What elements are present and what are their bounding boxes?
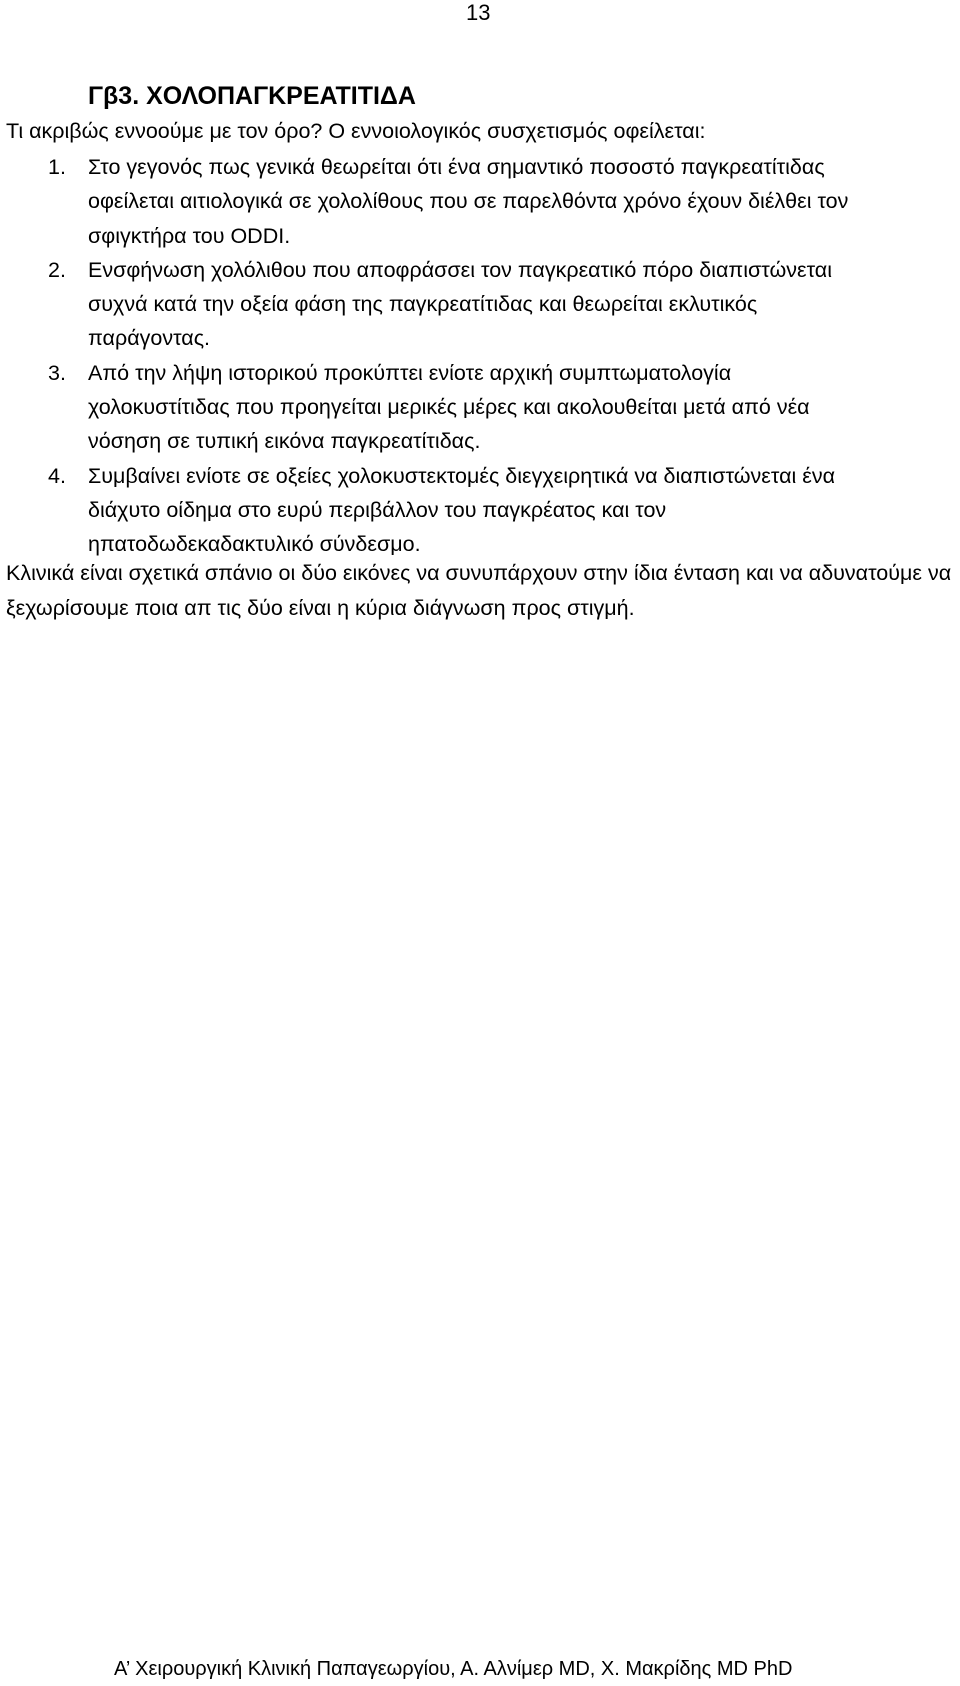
- list-item: [0, 150, 872, 253]
- list-item-number: 2.: [48, 257, 66, 282]
- list-item: [0, 459, 872, 562]
- page-number: 13: [466, 0, 491, 25]
- intro-paragraph: Τι ακριβώς εννοούμε με τον όρο? Ο εννοιολογικός συσχετισμός οφείλεται:: [6, 119, 706, 143]
- section-heading: Γβ3. ΧΟΛΟΠΑΓΚΡΕΑΤΙΤΙΔΑ: [88, 82, 416, 110]
- list-item-text: Από την λήψη ιστορικού προκύπτει ενίοτε αρχική συμπτωματολογία χολοκυστίτιδας που προηγείται μερικές μέρες και ακολουθείται μετά από νέα νόσηση σε τυπική εικόνα παγκρεατίτιδας.: [88, 360, 810, 454]
- list-item-number: 4.: [48, 463, 66, 488]
- list-item-text: Συμβαίνει ενίοτε σε οξείες χολοκυστεκτομές διεγχειρητικά να διαπιστώνεται ένα διάχυτο οίδημα στο ευρύ περιβάλλον του παγκρέατος και τον ηπατοδωδεκαδακτυλικό σύνδεσμο.: [88, 463, 836, 557]
- list-item: [0, 356, 872, 459]
- list-item-text: Ενσφήνωση χολόλιθου που αποφράσσει τον παγκρεατικό πόρο διαπιστώνεται συχνά κατά την οξεία φάση της παγκρεατίτιδας και θεωρείται εκλυτικός παράγοντας.: [88, 257, 832, 351]
- list-item-number: 3.: [48, 360, 66, 385]
- list-item-number: 1.: [48, 155, 66, 179]
- page-footer: Α’ Χειρουργική Κλινική Παπαγεωργίου, Α. Αλνίμερ MD, Χ. Μακρίδης MD PhD: [114, 1658, 793, 1680]
- list-item-text: Στο γεγονός πως γενικά θεωρείται ότι ένα σημαντικό ποσοστό παγκρεατίτιδας οφείλεται αιτιολογικά σε χολολίθους που σε παρελθόντα χρόνο έχουν διέλθει τον σφιγκτήρα του ODDI.: [88, 155, 849, 248]
- closing-paragraph: Κλινικά είναι σχετικά σπάνιο οι δύο εικόνες να συνυπάρχουν στην ίδια ένταση και να αδυνατούμε να ξεχωρίσουμε ποια απ τις δύο είναι η κύρια διάγνωση προς στιγμή.: [6, 561, 952, 620]
- list-item: [0, 253, 872, 356]
- numbered-list: [0, 150, 960, 562]
